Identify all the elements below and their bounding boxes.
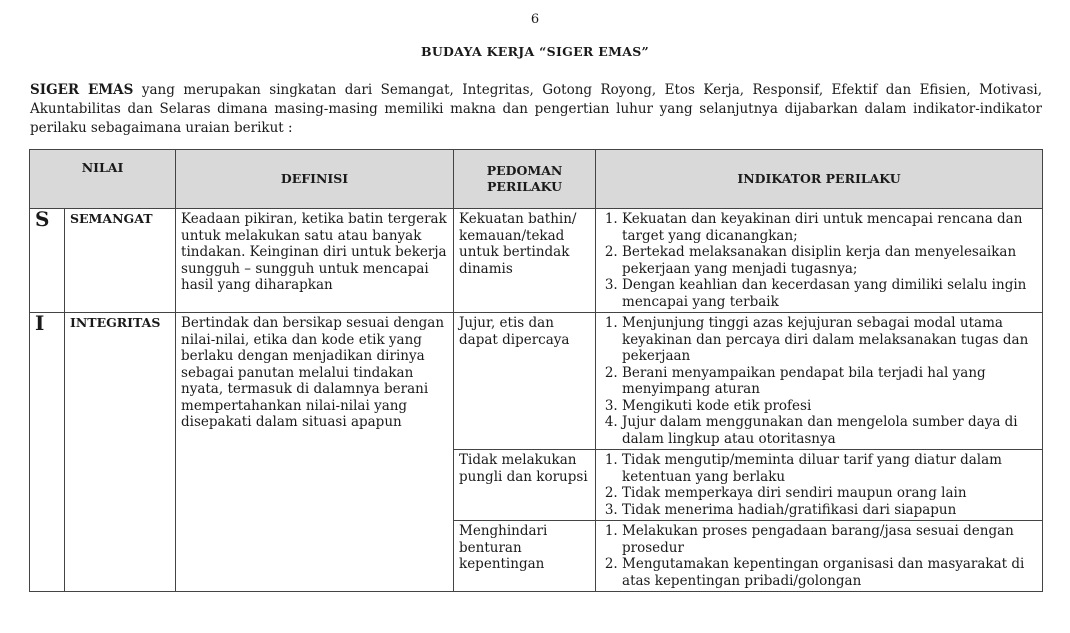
intro-text: yang merupakan singkatan dari Semangat, Integritas, Gotong Royong, Etos Kerja, Responsif, Efektif dan Efisien, Motivasi, Akuntabilitas dan Selaras dimana masing-masing memiliki makna dan pengertian luhur yang selanjutnya dijabarkan dalam indikator-indikator perilaku sebagaimana uraian berikut :	[30, 82, 1043, 136]
table-row	[30, 209, 1043, 313]
indikator-item: 3. Mengikuti kode etik profesi	[622, 398, 1037, 415]
values-table	[29, 149, 1043, 592]
indikator-item: 1. Menjunjung tinggi azas kejujuran sebagai modal utama keyakinan dan percaya diri dalam melaksanakan tugas dan pekerjaan	[622, 315, 1037, 365]
indikator-item: 2. Tidak memperkaya diri sendiri maupun orang lain	[622, 485, 1037, 502]
value-name: INTEGRITAS	[65, 313, 176, 592]
indikator-list	[601, 452, 1037, 518]
indikator-cell	[596, 450, 1043, 521]
indikator-list	[601, 523, 1037, 589]
indikator-list	[601, 211, 1037, 310]
indikator-item: 2. Mengutamakan kepentingan organisasi dan masyarakat di atas kepentingan pribadi/golongan	[622, 556, 1037, 589]
page-number: 6	[530, 12, 540, 27]
value-letter: S	[30, 209, 65, 313]
indikator-item: 3. Tidak menerima hadiah/gratifikasi dari siapapun	[622, 502, 1037, 519]
header-pedoman: PEDOMAN PERILAKU	[454, 150, 596, 209]
pedoman-cell: Jujur, etis dan dapat dipercaya	[454, 313, 596, 450]
indikator-item: 2. Bertekad melaksanakan disiplin kerja dan menyelesaikan pekerjaan yang menjadi tugasnya;	[622, 244, 1037, 277]
table-row	[30, 313, 1043, 450]
indikator-cell	[596, 209, 1043, 313]
header-indikator: INDIKATOR PERILAKU	[596, 150, 1043, 209]
indikator-item: 2. Berani menyampaikan pendapat bila terjadi hal yang menyimpang aturan	[622, 365, 1037, 398]
intro-bold-term: SIGER EMAS	[30, 82, 134, 98]
document-title: BUDAYA KERJA “SIGER EMAS”	[420, 44, 650, 59]
header-nilai: NILAI	[30, 150, 176, 209]
indikator-list	[601, 315, 1037, 447]
indikator-item: 4. Jujur dalam menggunakan dan mengelola sumber daya di dalam lingkup atau otoritasnya	[622, 414, 1037, 447]
indikator-item: 1. Tidak mengutip/meminta diluar tarif yang diatur dalam ketentuan yang berlaku	[622, 452, 1037, 485]
pedoman-cell: Kekuatan bathin/ kemauan/tekad untuk bertindak dinamis	[454, 209, 596, 313]
pedoman-cell: Tidak melakukan pungli dan korupsi	[454, 450, 596, 521]
table-body	[30, 209, 1043, 592]
value-definition: Keadaan pikiran, ketika batin tergerak untuk melakukan satu atau banyak tindakan. Keinginan diri untuk bekerja sungguh – sungguh untuk mencapai hasil yang diharapkan	[176, 209, 454, 313]
intro-paragraph	[30, 81, 1042, 138]
indikator-cell	[596, 521, 1043, 592]
table-header-row	[30, 150, 1043, 209]
pedoman-cell: Menghindari benturan kepentingan	[454, 521, 596, 592]
indikator-item: 3. Dengan keahlian dan kecerdasan yang dimiliki selalu ingin mencapai yang terbaik	[622, 277, 1037, 310]
value-letter: I	[30, 313, 65, 592]
indikator-item: 1. Melakukan proses pengadaan barang/jasa sesuai dengan prosedur	[622, 523, 1037, 556]
indikator-item: 1. Kekuatan dan keyakinan diri untuk mencapai rencana dan target yang dicanangkan;	[622, 211, 1037, 244]
value-name: SEMANGAT	[65, 209, 176, 313]
indikator-cell	[596, 313, 1043, 450]
value-definition: Bertindak dan bersikap sesuai dengan nilai-nilai, etika dan kode etik yang berlaku dengan menjadikan dirinya sebagai panutan melalui tindakan nyata, termasuk di dalamnya berani mempertahankan nilai-nilai yang disepakati dalam situasi apapun	[176, 313, 454, 592]
header-definisi: DEFINISI	[176, 150, 454, 209]
